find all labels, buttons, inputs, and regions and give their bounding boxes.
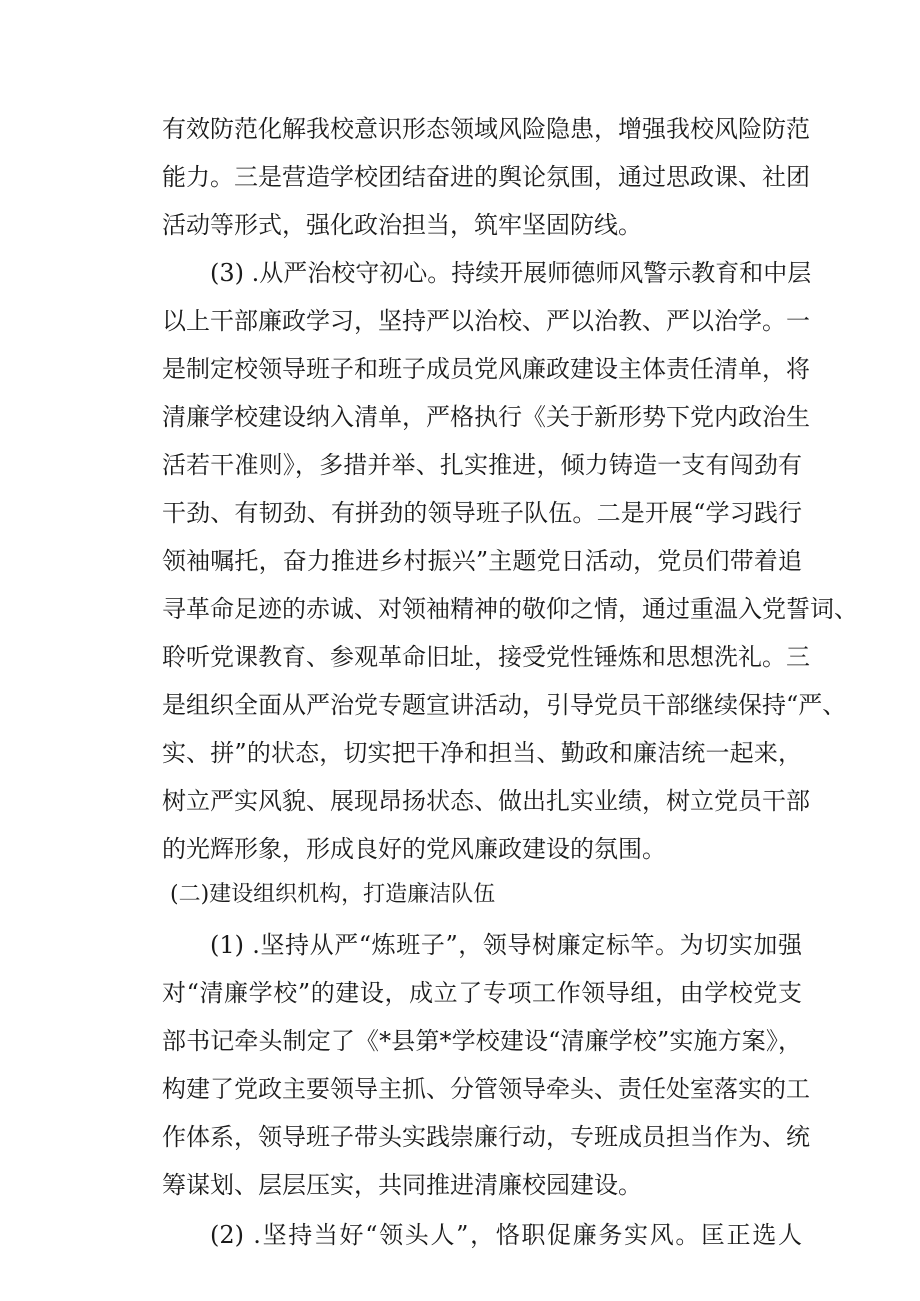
text-line-6: 是制定校领导班子和班子成员党风廉政建设主体责任清单，将 — [162, 355, 810, 383]
text-line-23: 筹谋划、层层压实，共同推进清廉校园建设。 — [162, 1171, 642, 1199]
text-line-11: 寻革命足迹的赤诚、对领袖精神的敬仰之情，通过重温入党誓词、 — [162, 595, 858, 623]
text-line-10: 领袖嘱托，奋力推进乡村振兴”主题党日活动，党员们带着追 — [162, 547, 802, 575]
text-line-14: 实、拼”的状态，切实把干净和担当、勤政和廉洁统一起来， — [162, 739, 802, 767]
paragraph-1-start: (1) .坚持从严“炼班子”，领导树廉定标竿。为切实加强 — [210, 931, 802, 959]
text-line-21: 构建了党政主要领导主抓、分管领导牵头、责任处室落实的工 — [162, 1075, 810, 1103]
section-heading: (二)建设组织机构，打造廉洁队伍 — [170, 882, 496, 907]
text-line-19: 对“清廉学校”的建设，成立了专项工作领导组，由学校党支 — [162, 979, 802, 1007]
text-line-9: 干劲、有韧劲、有拼劲的领导班子队伍。二是开展“学习践行 — [162, 499, 802, 527]
text-line-1: 有效防范化解我校意识形态领域风险隐患，增强我校风险防范 — [162, 115, 810, 143]
text-line-20: 部书记牵头制定了《*县第*学校建设“清廉学校”实施方案》， — [162, 1027, 802, 1055]
text-line-7: 清廉学校建设纳入清单，严格执行《关于新形势下党内政治生 — [162, 403, 810, 431]
text-line-13: 是组织全面从严治党专题宣讲活动，引导党员干部继续保持“严、 — [162, 691, 847, 719]
text-line-3: 活动等形式，强化政治担当，筑牢坚固防线。 — [162, 211, 642, 239]
paragraph-3-start: (3) .从严治校守初心。持续开展师德师风警示教育和中层 — [210, 259, 812, 287]
text-line-16: 的光辉形象，形成良好的党风廉政建设的氛围。 — [162, 835, 666, 863]
text-line-5: 以上干部廉政学习，坚持严以治校、严以治教、严以治学。一 — [162, 307, 810, 335]
paragraph-2-start: (2) .坚持当好“领头人”，恪职促廉务实风。匡正选人 — [210, 1221, 802, 1249]
text-line-2: 能力。三是营造学校团结奋进的舆论氛围，通过思政课、社团 — [162, 163, 810, 191]
text-line-8: 活若干准则》，多措并举、扎实推进，倾力铸造一支有闯劲有 — [162, 451, 802, 479]
text-line-12: 聆听党课教育、参观革命旧址，接受党性锤炼和思想洗礼。三 — [162, 643, 810, 671]
text-line-22: 作体系，领导班子带头实践崇廉行动，专班成员担当作为、统 — [162, 1123, 810, 1151]
text-line-15: 树立严实风貌、展现昂扬状态、做出扎实业绩，树立党员干部 — [162, 787, 810, 815]
